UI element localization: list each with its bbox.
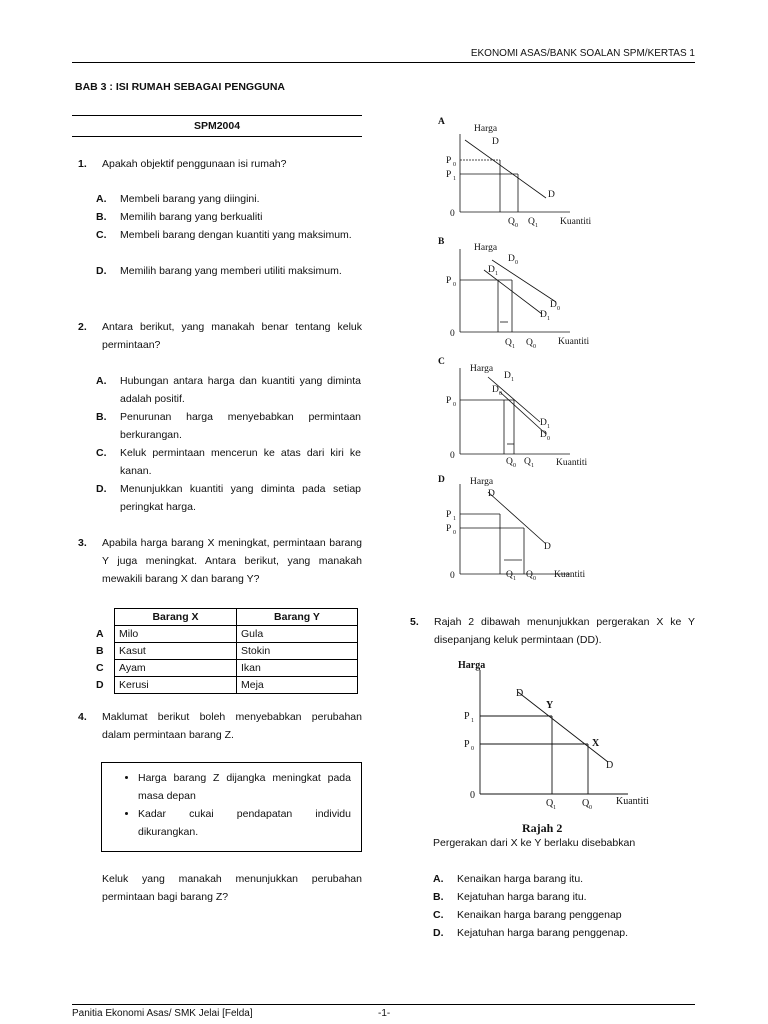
svg-text:D: D bbox=[492, 137, 499, 147]
q3-options-table: Barang X Barang Y A Milo Gula B Kasut Stokin C Ayam Ikan D Kerusi Meja bbox=[96, 608, 358, 694]
page-header bbox=[72, 48, 695, 63]
svg-text:D: D bbox=[516, 688, 524, 699]
svg-text:P: P bbox=[446, 156, 452, 166]
svg-text:0: 0 bbox=[450, 571, 455, 581]
q2-option-b[interactable]: B. Penurunan harga menyebabkan permintaan berkurangan. bbox=[96, 411, 361, 441]
svg-text:1: 1 bbox=[471, 718, 474, 724]
q1-option-d[interactable]: D. Memilih barang yang memberi utiliti maksimum. bbox=[96, 265, 342, 277]
svg-text:Kuantiti: Kuantiti bbox=[560, 217, 592, 227]
svg-text:P: P bbox=[464, 739, 470, 750]
svg-text:1: 1 bbox=[453, 176, 456, 182]
q5-option-c[interactable]: C. Kenaikan harga barang penggenap bbox=[433, 909, 622, 921]
q4-bullet: • Harga barang Z dijangka meningkat pada masa depan bbox=[138, 769, 351, 805]
q5-option-d[interactable]: D. Kejatuhan harga barang penggenap. bbox=[433, 927, 629, 939]
svg-text:Rajah 2: Rajah 2 bbox=[522, 821, 563, 835]
svg-text:Harga: Harga bbox=[470, 364, 494, 374]
q2-option-c[interactable]: C. Keluk permintaan mencerun ke atas dari kiri ke kanan. bbox=[96, 447, 361, 477]
svg-text:D: D bbox=[550, 300, 557, 310]
svg-text:Q: Q bbox=[526, 338, 533, 348]
svg-text:D: D bbox=[492, 385, 499, 395]
svg-text:1: 1 bbox=[547, 424, 550, 430]
svg-text:0: 0 bbox=[547, 436, 550, 442]
q2-option-a[interactable]: A. Hubungan antara harga dan kuantiti yang diminta adalah positif. bbox=[96, 375, 361, 405]
svg-text:0: 0 bbox=[470, 790, 475, 801]
svg-text:0: 0 bbox=[515, 260, 518, 266]
svg-text:B: B bbox=[438, 237, 445, 247]
svg-text:Harga: Harga bbox=[474, 124, 498, 134]
svg-text:Q: Q bbox=[528, 217, 535, 227]
svg-text:Q: Q bbox=[508, 217, 515, 227]
svg-text:D: D bbox=[548, 190, 555, 200]
svg-text:0: 0 bbox=[450, 209, 455, 219]
table-row[interactable]: C Ayam Ikan bbox=[96, 660, 358, 677]
svg-text:P: P bbox=[446, 170, 452, 180]
question-5: 5. Rajah 2 dibawah menunjukkan pergerakan X ke Y disepanjang keluk permintaan (DD). bbox=[410, 616, 695, 646]
svg-text:Harga: Harga bbox=[470, 477, 494, 487]
svg-text:D: D bbox=[540, 310, 547, 320]
q1-option-b[interactable]: B. Memilih barang yang berkualiti bbox=[96, 211, 263, 223]
svg-text:Q: Q bbox=[524, 457, 531, 467]
svg-text:Q: Q bbox=[582, 798, 590, 809]
svg-text:Q: Q bbox=[506, 457, 513, 467]
q5-option-a[interactable]: A. Kenaikan harga barang itu. bbox=[433, 873, 584, 885]
svg-text:D: D bbox=[540, 418, 547, 428]
q2-option-d[interactable]: D. Menunjukkan kuantiti yang diminta pada setiap peringkat harga. bbox=[96, 483, 361, 513]
chapter-title: BAB 3 : ISI RUMAH SEBAGAI PENGGUNA bbox=[75, 81, 286, 93]
svg-text:0: 0 bbox=[453, 282, 456, 288]
svg-text:Q: Q bbox=[505, 338, 512, 348]
q1-option-c[interactable]: C. Membeli barang dengan kuantiti yang maksimum. bbox=[96, 229, 352, 241]
svg-text:1: 1 bbox=[535, 223, 538, 229]
svg-text:Kuantiti: Kuantiti bbox=[616, 796, 649, 807]
svg-text:A: A bbox=[438, 117, 445, 127]
svg-text:D: D bbox=[504, 371, 511, 381]
question-2: 2. Antara berikut, yang manakah benar tentang keluk permintaan? bbox=[78, 321, 362, 351]
svg-text:0: 0 bbox=[513, 463, 516, 469]
svg-text:0: 0 bbox=[453, 162, 456, 168]
question-4: 4. Maklumat berikut boleh menyebabkan perubahan dalam permintaan barang Z. bbox=[78, 711, 362, 741]
svg-text:0: 0 bbox=[450, 451, 455, 461]
svg-text:C: C bbox=[438, 357, 445, 367]
svg-text:0: 0 bbox=[589, 805, 592, 811]
svg-text:Harga: Harga bbox=[458, 660, 486, 671]
svg-text:1: 1 bbox=[547, 316, 550, 322]
svg-text:P: P bbox=[446, 276, 452, 286]
svg-text:P: P bbox=[446, 510, 452, 520]
table-row[interactable]: D Kerusi Meja bbox=[96, 677, 358, 694]
svg-text:D: D bbox=[488, 489, 495, 499]
svg-text:1: 1 bbox=[453, 516, 456, 522]
rajah-2-figure bbox=[450, 656, 660, 836]
svg-text:D: D bbox=[540, 430, 547, 440]
svg-text:0: 0 bbox=[450, 329, 455, 339]
section-title: SPM2004 bbox=[72, 115, 362, 137]
svg-text:1: 1 bbox=[495, 271, 498, 277]
svg-text:0: 0 bbox=[499, 391, 502, 397]
svg-text:D: D bbox=[488, 265, 495, 275]
q4-followup: Keluk yang manakah menunjukkan perubahan permintaan bagi barang Z? bbox=[102, 873, 362, 903]
svg-text:X: X bbox=[592, 738, 600, 749]
svg-text:1: 1 bbox=[511, 377, 514, 383]
svg-text:Q: Q bbox=[526, 570, 533, 580]
q4-bullet: • Kadar cukai pendapatan individu dikurangkan. bbox=[138, 805, 351, 841]
table-row[interactable]: A Milo Gula bbox=[96, 626, 358, 643]
svg-text:D: D bbox=[508, 254, 515, 264]
svg-text:Q: Q bbox=[546, 798, 554, 809]
svg-text:Q: Q bbox=[506, 570, 513, 580]
svg-text:P: P bbox=[446, 524, 452, 534]
svg-text:Kuantiti: Kuantiti bbox=[558, 337, 590, 347]
svg-text:1: 1 bbox=[531, 463, 534, 469]
svg-text:D: D bbox=[438, 475, 445, 485]
svg-text:0: 0 bbox=[453, 402, 456, 408]
page-footer bbox=[72, 1004, 695, 1019]
q4-graphs bbox=[430, 112, 600, 587]
svg-text:1: 1 bbox=[513, 576, 516, 582]
svg-text:1: 1 bbox=[512, 344, 515, 350]
q5-option-b[interactable]: B. Kejatuhan harga barang itu. bbox=[433, 891, 587, 903]
table-row[interactable]: B Kasut Stokin bbox=[96, 643, 358, 660]
svg-text:P: P bbox=[446, 396, 452, 406]
q4-info-box bbox=[101, 762, 362, 852]
q1-option-a[interactable]: A. Membeli barang yang diingini. bbox=[96, 193, 260, 205]
svg-text:1: 1 bbox=[553, 805, 556, 811]
svg-text:0: 0 bbox=[533, 576, 536, 582]
svg-text:P: P bbox=[464, 711, 470, 722]
svg-text:Kuantiti: Kuantiti bbox=[554, 570, 586, 580]
svg-text:Harga: Harga bbox=[474, 243, 498, 253]
header-title: EKONOMI ASAS/BANK SOALAN SPM/KERTAS 1 bbox=[470, 48, 695, 59]
svg-text:0: 0 bbox=[453, 530, 456, 536]
svg-text:0: 0 bbox=[515, 223, 518, 229]
footer-school: Panitia Ekonomi Asas/ SMK Jelai [Felda] bbox=[72, 1008, 253, 1019]
svg-text:0: 0 bbox=[557, 306, 560, 312]
q5-question: Pergerakan dari X ke Y berlaku disebabkan bbox=[433, 837, 636, 849]
question-3: 3. Apabila harga barang X meningkat, permintaan barang Y juga meningkat. Antara berikut, yang manakah mewakili barang X dan barang Y? bbox=[78, 537, 362, 585]
svg-text:0: 0 bbox=[471, 746, 474, 752]
svg-text:Y: Y bbox=[546, 700, 554, 711]
svg-text:D: D bbox=[606, 760, 614, 771]
svg-text:Kuantiti: Kuantiti bbox=[556, 458, 588, 468]
svg-text:0: 0 bbox=[533, 344, 536, 350]
question-1: 1. Apakah objektif penggunaan isi rumah? bbox=[78, 158, 287, 170]
svg-text:D: D bbox=[544, 542, 551, 552]
page-number: -1- bbox=[378, 1008, 391, 1019]
